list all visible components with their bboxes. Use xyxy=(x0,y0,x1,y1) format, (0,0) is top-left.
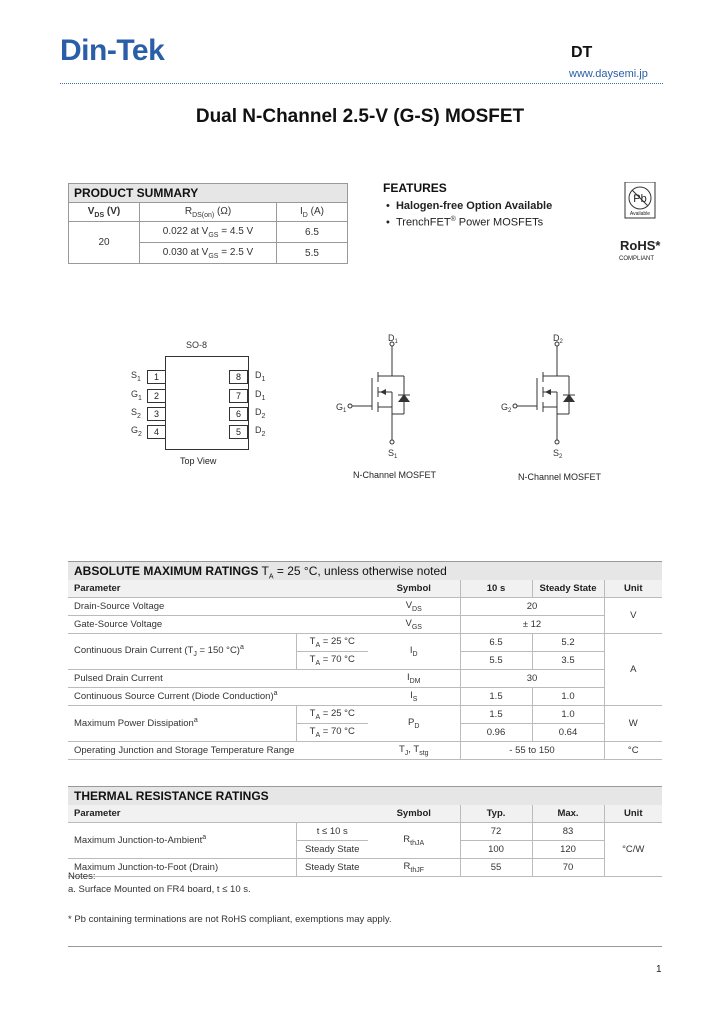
thermal-section xyxy=(68,786,662,877)
pin-7: 7 xyxy=(229,389,248,403)
abs-r3-10s-b: 5.5 xyxy=(460,652,532,670)
pb-free-icon xyxy=(616,182,664,234)
pin-6: 6 xyxy=(229,407,248,421)
website-link[interactable]: www.daysemi.jp xyxy=(569,68,648,80)
pin-label-right-6: $D_2$ xyxy=(255,407,266,420)
abs-r5-ss: 1.0 xyxy=(532,688,604,706)
part-number: DT xyxy=(571,44,593,61)
pin-label-left-1: $S_1$ xyxy=(131,370,141,383)
th-r2-cond: Steady State xyxy=(296,859,368,877)
footer-divider xyxy=(68,946,662,947)
th-r1-max: 83 xyxy=(532,823,604,841)
abs-r2-symbol: $V_{GS}$ xyxy=(368,616,460,634)
th-r1-cond2: Steady State xyxy=(296,841,368,859)
top-view-label: Top View xyxy=(180,456,217,466)
th-h-symbol: Symbol xyxy=(368,805,460,823)
abs-r1-param: Drain-Source Voltage xyxy=(68,598,296,616)
abs-r1-symbol: $V_{DS}$ xyxy=(368,598,460,616)
pb-available-text: Available xyxy=(629,211,651,217)
abs-r6-symbol: $P_D$ xyxy=(368,706,460,742)
th-r1-typ: 72 xyxy=(460,823,532,841)
brand-logo: Din-Tek xyxy=(60,34,165,67)
abs-r3-symbol: $I_D$ xyxy=(368,634,460,670)
pin-label-right-8: $D_1$ xyxy=(255,370,266,383)
th-h-param: Parameter xyxy=(68,805,296,823)
vds-value: 20 xyxy=(69,222,140,264)
abs-v-unit: V xyxy=(604,598,662,634)
abs-r2-param: Gate-Source Voltage xyxy=(68,616,296,634)
col-vds: $V_{DS}$ (V) xyxy=(69,203,140,222)
pin-label-left-3: $S_2$ xyxy=(131,407,141,420)
feature-item-1: • Halogen-free Option Available xyxy=(386,200,553,212)
th-r2-max: 70 xyxy=(532,859,604,877)
abs-h-steady: Steady State xyxy=(532,580,604,598)
abs-r1-value: 20 xyxy=(460,598,604,616)
gate-label-1: $G_1$ xyxy=(336,402,347,414)
schematic-caption-1: N-Channel MOSFET xyxy=(353,470,437,480)
pb-text: Pb xyxy=(633,193,647,205)
pin-label-right-5: $D_2$ xyxy=(255,425,266,438)
page-title: Dual N-Channel 2.5-V (G-S) MOSFET xyxy=(195,106,525,127)
abs-max-section xyxy=(68,561,662,760)
pin-5: 5 xyxy=(229,425,248,439)
abs-r5-symbol: $I_S$ xyxy=(368,688,460,706)
rohs-compliant: COMPLIANT xyxy=(619,256,655,262)
rds-row-1: 0.022 at $V_{GS} = 4.5$ V xyxy=(140,222,277,243)
note-pb: * Pb containing terminations are not RoHS compliant, exemptions may apply. xyxy=(68,914,392,925)
th-r2-typ: 55 xyxy=(460,859,532,877)
abs-r7-param: Operating Junction and Storage Temperature Range xyxy=(68,742,296,760)
abs-r3-10s-a: 6.5 xyxy=(460,634,532,652)
features-title: FEATURES xyxy=(383,181,447,195)
col-rds: $R_{DS(on)}$ (Ω) xyxy=(140,203,277,222)
th-r1-cond1: t ≤ 10 s xyxy=(296,823,368,841)
notes-title: Notes: xyxy=(68,871,96,882)
th-r2-param: Maximum Junction-to-Foot (Drain) xyxy=(68,859,296,877)
abs-r6-cond2: $T_A = 70$ °C xyxy=(296,724,368,742)
abs-r2-value: ± 12 xyxy=(460,616,604,634)
drain-label-1: $D_1$ xyxy=(388,333,398,345)
source-label-1: $S_1$ xyxy=(388,448,398,460)
abs-max-title-bar: ABSOLUTE MAXIMUM RATINGS $T_A = 25$ °C, unless otherwise noted xyxy=(68,561,662,580)
col-id: $I_D$ (A) xyxy=(277,203,348,222)
abs-r6-10s-b: 0.96 xyxy=(460,724,532,742)
th-r1-max2: 120 xyxy=(532,841,604,859)
source-label-2: $S_2$ xyxy=(553,448,563,460)
th-r1-symbol: $R_{thJA}$ xyxy=(368,823,460,859)
pin-2: 2 xyxy=(147,389,166,403)
drain-label-2: $D_2$ xyxy=(553,333,563,345)
feature-item-2: • TrenchFET® Power MOSFETs xyxy=(386,216,544,229)
th-r2-symbol: $R_{thJF}$ xyxy=(368,859,460,877)
abs-a-unit: A xyxy=(604,634,662,706)
abs-r7-unit: °C xyxy=(604,742,662,760)
abs-r5-param: Continuous Source Current (Diode Conduction)$^a$ xyxy=(68,688,296,706)
rohs-badge xyxy=(616,182,664,262)
abs-r6-10s-a: 1.5 xyxy=(460,706,532,724)
abs-h-symbol: Symbol xyxy=(368,580,460,598)
abs-r3-ss-b: 3.5 xyxy=(532,652,604,670)
pin-label-left-4: $G_2$ xyxy=(131,425,142,438)
gate-label-2: $G_2$ xyxy=(501,402,512,414)
abs-r5-10s: 1.5 xyxy=(460,688,532,706)
mosfet-schematic-1 xyxy=(330,330,450,460)
abs-max-table xyxy=(68,580,662,760)
pin-8: 8 xyxy=(229,370,248,384)
th-h-typ: Typ. xyxy=(460,805,532,823)
abs-r4-value: 30 xyxy=(460,670,604,688)
product-summary-table xyxy=(68,183,348,264)
abs-h-10s: 10 s xyxy=(460,580,532,598)
thermal-table xyxy=(68,805,662,877)
abs-r7-symbol: $T_J$, $T_{stg}$ xyxy=(368,742,460,760)
note-a: a. Surface Mounted on FR4 board, t ≤ 10 s. xyxy=(68,884,251,895)
abs-h-unit: Unit xyxy=(604,580,662,598)
package-title: SO-8 xyxy=(186,340,208,350)
abs-r3-cond2: $T_A = 70$ °C xyxy=(296,652,368,670)
pin-4: 4 xyxy=(147,425,166,439)
abs-r3-param: Continuous Drain Current ($T_J = 150$ °C)$^a$ xyxy=(68,634,296,670)
abs-r4-param: Pulsed Drain Current xyxy=(68,670,296,688)
abs-r6-param: Maximum Power Dissipation$^a$ xyxy=(68,706,296,742)
page-number: 1 xyxy=(656,964,662,975)
abs-r3-cond1: $T_A = 25$ °C xyxy=(296,634,368,652)
rds-row-2: 0.030 at $V_{GS} = 2.5$ V xyxy=(140,243,277,264)
th-r1-param: Maximum Junction-to-Ambient$^a$ xyxy=(68,823,296,859)
abs-r6-cond1: $T_A = 25$ °C xyxy=(296,706,368,724)
pin-1: 1 xyxy=(147,370,166,384)
header-divider xyxy=(60,83,663,84)
pin-label-right-7: $D_1$ xyxy=(255,389,266,402)
mosfet-schematic-2 xyxy=(495,330,615,465)
abs-h-param: Parameter xyxy=(68,580,296,598)
th-r1-typ2: 100 xyxy=(460,841,532,859)
abs-w-unit: W xyxy=(604,706,662,742)
pin-3: 3 xyxy=(147,407,166,421)
abs-r7-value: - 55 to 150 xyxy=(460,742,604,760)
th-unit: °C/W xyxy=(604,823,662,877)
abs-r3-ss-a: 5.2 xyxy=(532,634,604,652)
th-h-max: Max. xyxy=(532,805,604,823)
abs-r4-symbol: $I_{DM}$ xyxy=(368,670,460,688)
schematic-caption-2: N-Channel MOSFET xyxy=(518,472,602,482)
product-summary-title: PRODUCT SUMMARY xyxy=(69,184,348,203)
abs-r6-ss-b: 0.64 xyxy=(532,724,604,742)
abs-r6-ss-a: 1.0 xyxy=(532,706,604,724)
id-row-2: 5.5 xyxy=(277,243,348,264)
id-row-1: 6.5 xyxy=(277,222,348,243)
thermal-title-bar: THERMAL RESISTANCE RATINGS xyxy=(68,786,662,805)
pin-label-left-2: $G_1$ xyxy=(131,389,142,402)
rohs-label: RoHS* xyxy=(620,238,661,253)
th-h-unit: Unit xyxy=(604,805,662,823)
